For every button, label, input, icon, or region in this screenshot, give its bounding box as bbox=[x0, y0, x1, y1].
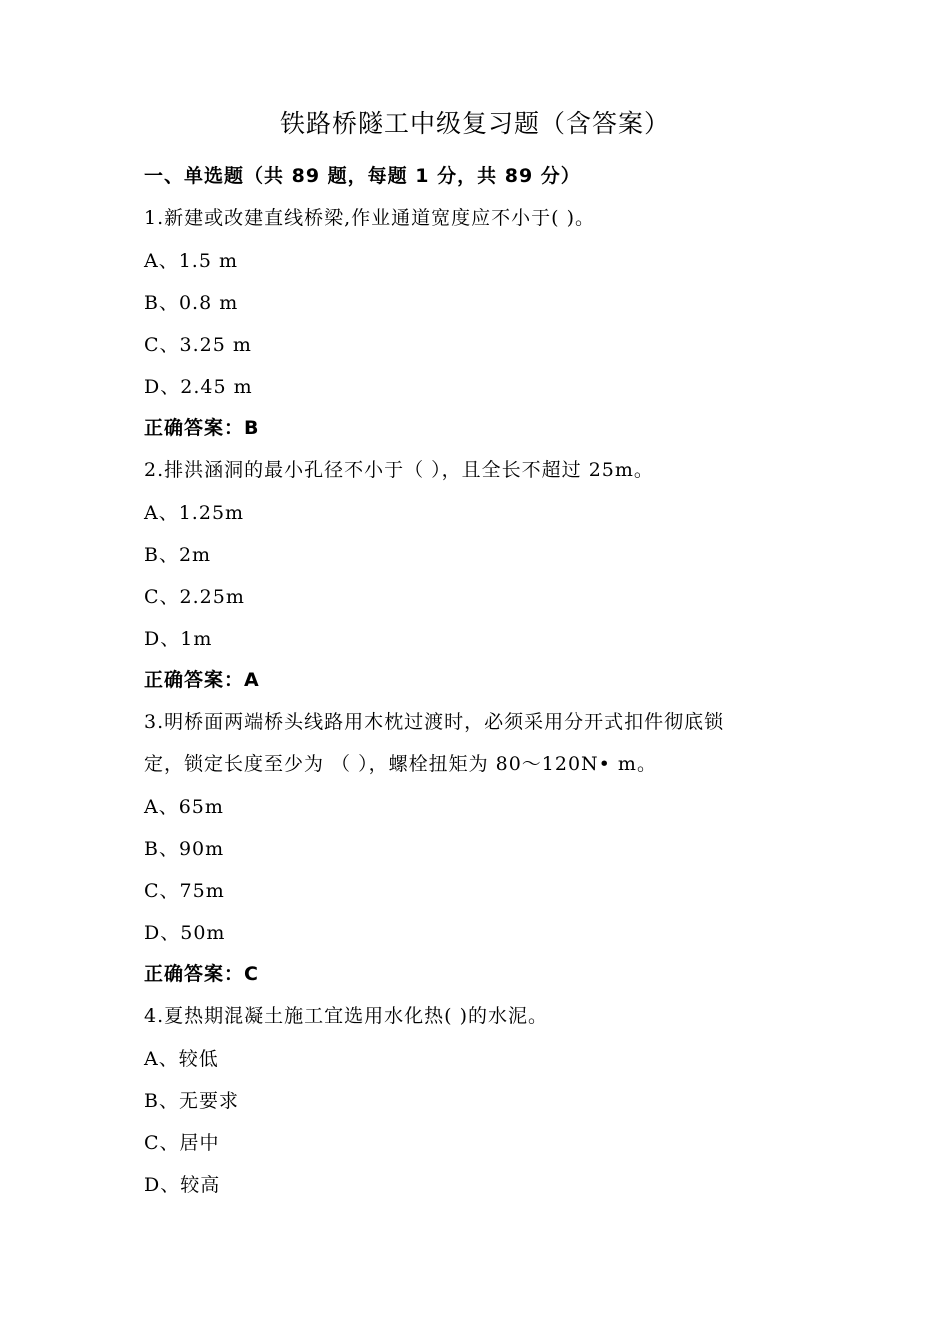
question-1-option-d: D、2.45 m bbox=[144, 376, 253, 398]
question-2-option-c: C、2.25m bbox=[144, 586, 245, 608]
question-3-option-c: C、75m bbox=[144, 880, 225, 902]
question-3-option-d: D、50m bbox=[144, 922, 226, 944]
question-1-answer: 正确答案：B bbox=[144, 417, 260, 439]
question-4-option-b: B、无要求 bbox=[144, 1090, 239, 1112]
question-1-stem: 1.新建或改建直线桥梁,作业通道宽度应不小于( )。 bbox=[144, 207, 596, 229]
section-heading: 一、单选题（共 89 题，每题 1 分，共 89 分） bbox=[144, 165, 581, 187]
question-2-option-b: B、2m bbox=[144, 544, 212, 566]
question-2-answer: 正确答案：A bbox=[144, 669, 260, 691]
question-4-option-c: C、居中 bbox=[144, 1132, 220, 1154]
question-2-option-d: D、1m bbox=[144, 628, 213, 650]
question-2-option-a: A、1.25m bbox=[144, 502, 245, 524]
question-3-stem-line-2: 定，锁定长度至少为 （ ），螺栓扭矩为 80～120N• m。 bbox=[144, 753, 657, 775]
document-title: 铁路桥隧工中级复习题（含答案） bbox=[279, 109, 670, 138]
question-3-option-a: A、65m bbox=[144, 796, 224, 818]
question-4-stem: 4.夏热期混凝土施工宜选用水化热( )的水泥。 bbox=[144, 1005, 548, 1027]
question-3-answer: 正确答案：C bbox=[144, 963, 259, 985]
question-1-option-c: C、3.25 m bbox=[144, 334, 252, 356]
question-4-option-a: A、较低 bbox=[144, 1048, 219, 1070]
question-4-option-d: D、较高 bbox=[144, 1174, 221, 1196]
question-3-stem-line-1: 3.明桥面两端桥头线路用木枕过渡时，必须采用分开式扣件彻底锁 bbox=[144, 711, 725, 733]
question-1-option-b: B、0.8 m bbox=[144, 292, 239, 314]
question-2-stem: 2.排洪涵洞的最小孔径不小于（ ），且全长不超过 25m。 bbox=[144, 459, 654, 481]
question-1-option-a: A、1.5 m bbox=[144, 250, 238, 272]
question-3-option-b: B、90m bbox=[144, 838, 225, 860]
